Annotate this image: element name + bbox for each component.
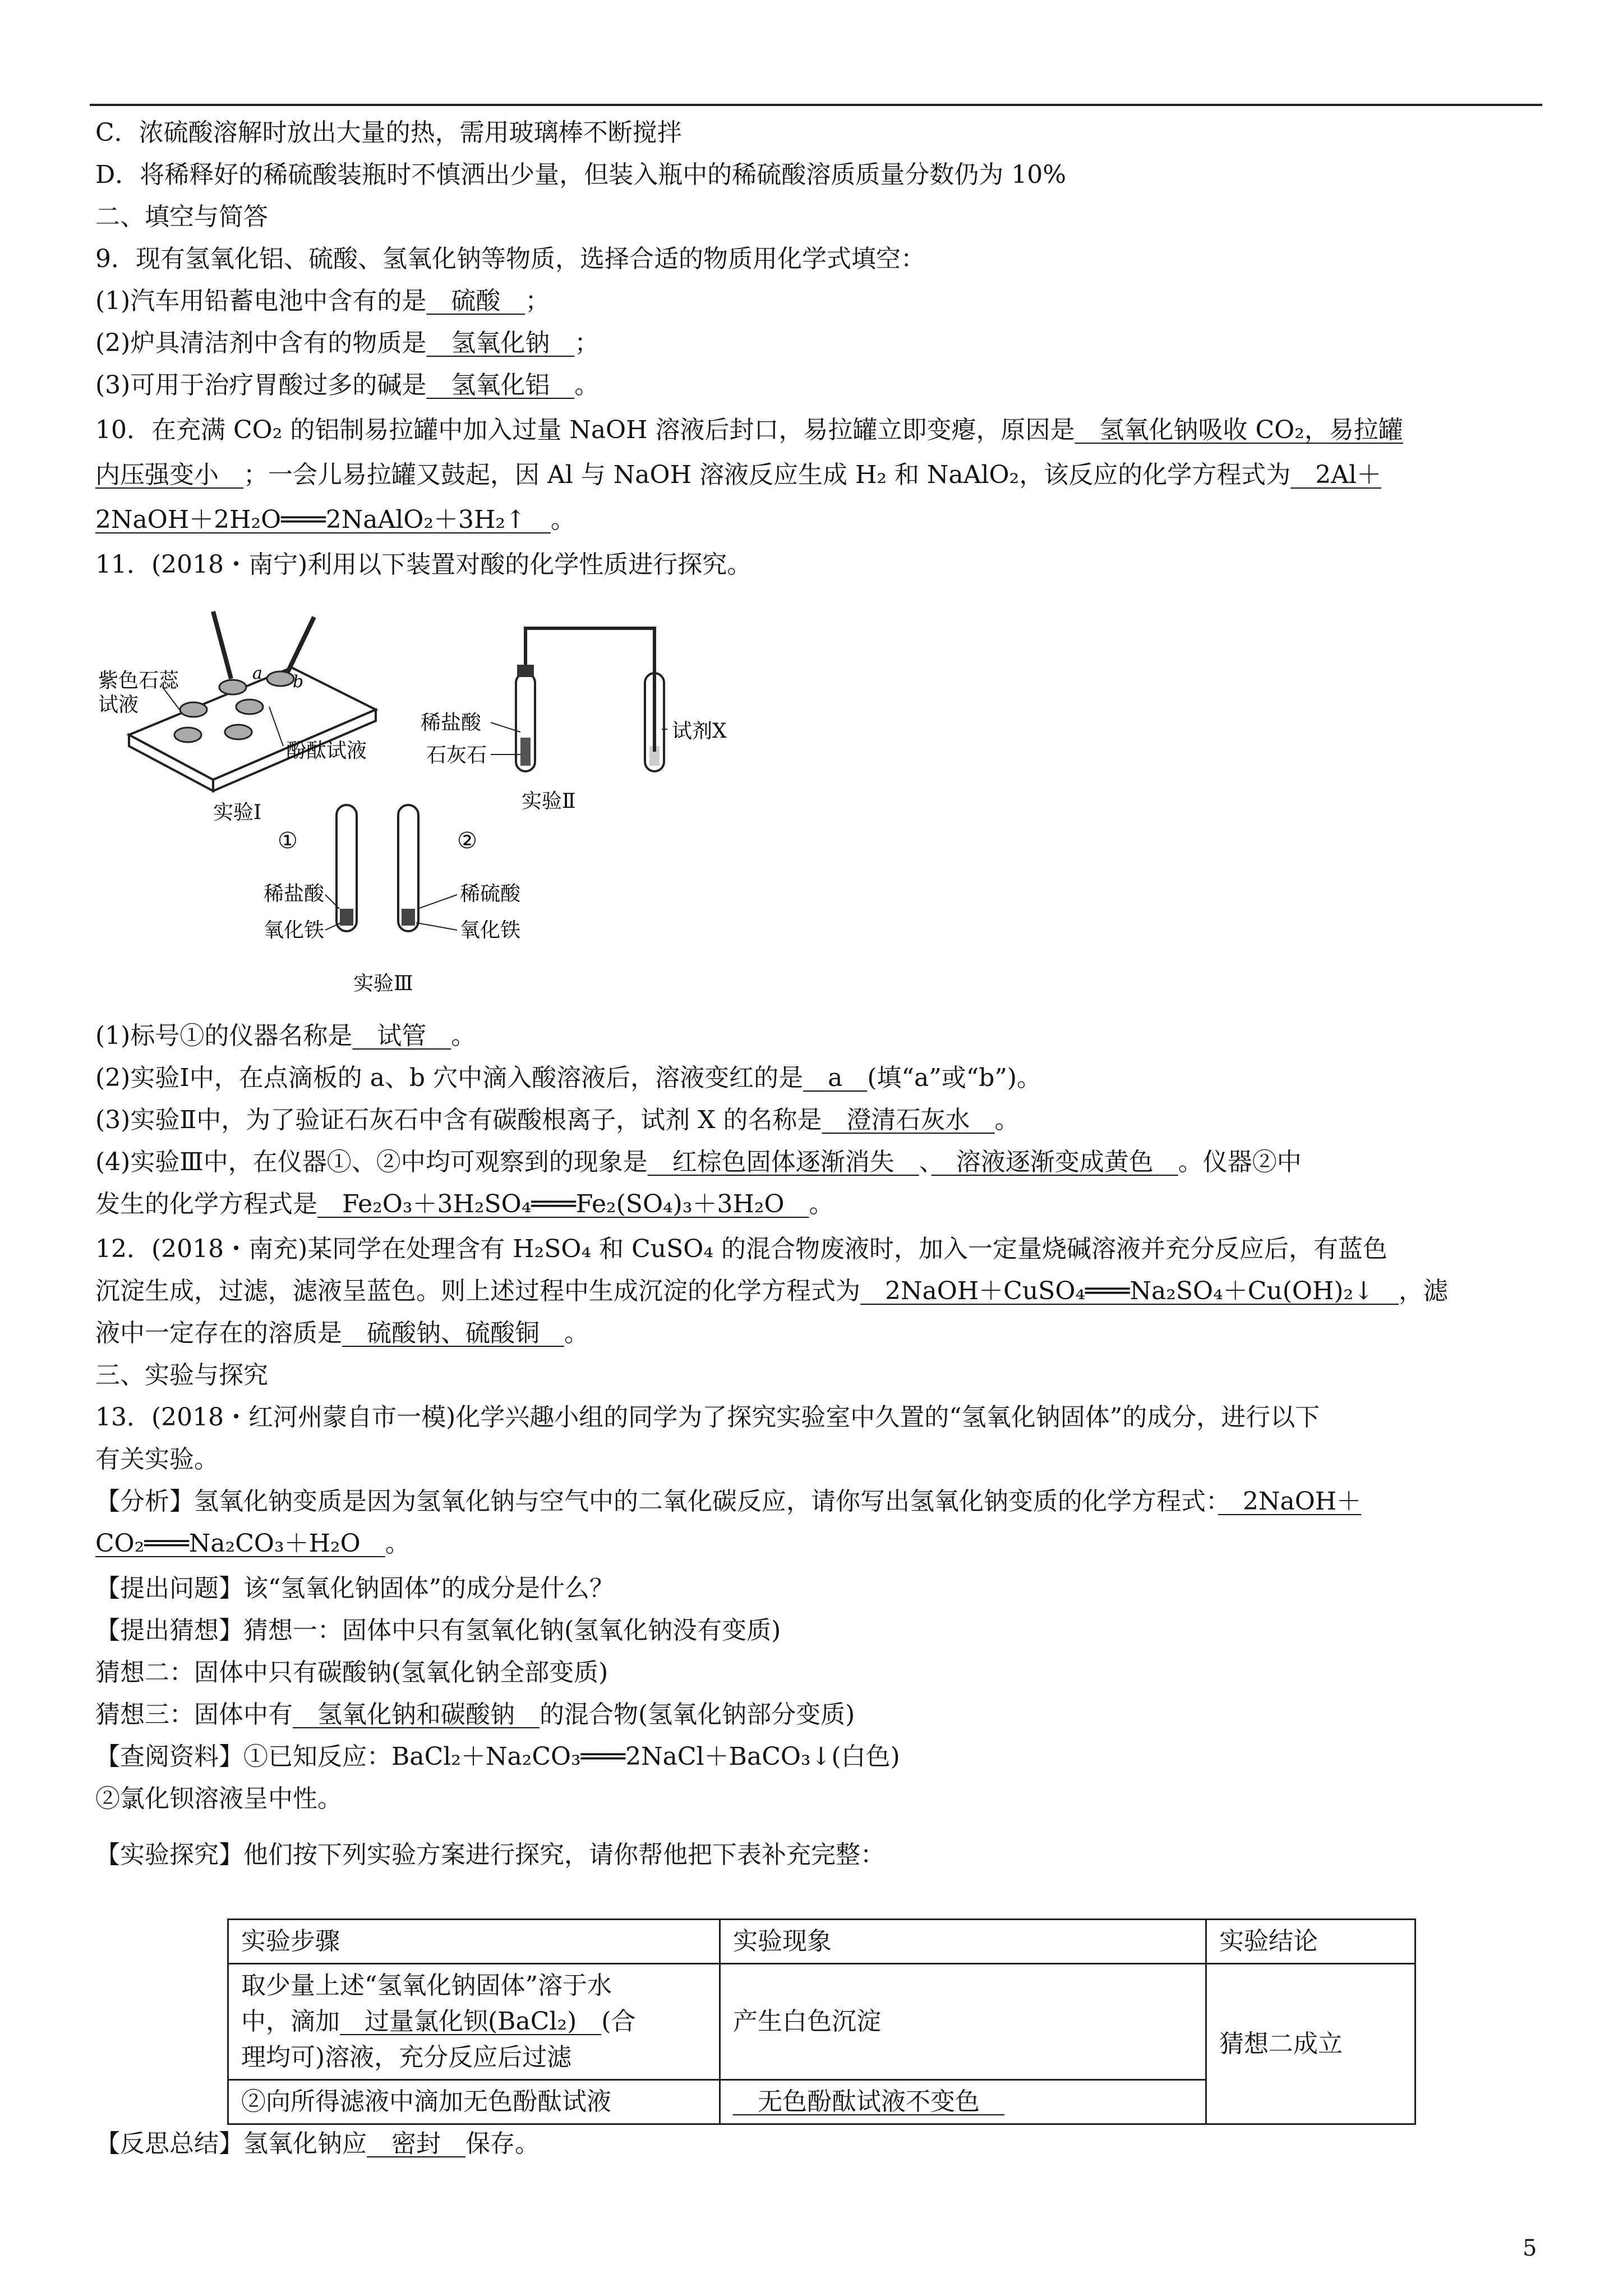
caption-exp3: 实验Ⅲ	[353, 972, 413, 995]
spot-plate	[98, 611, 376, 824]
answer-blank: 2Al＋	[1290, 461, 1382, 489]
q13-analysis-2: CO₂═══Na₂CO₃＋H₂O 。	[95, 1529, 410, 1558]
label-limestone: 石灰石	[426, 744, 487, 767]
q13-analysis: 【分析】氢氧化钠变质是因为氢氧化钠与空气中的二氧化碳反应，请你写出氢氧化钠变质的化学方程式： 2NaOH＋	[95, 1487, 1362, 1516]
q13-line1: 13．(2018・红河州蒙自市一模)化学兴趣小组的同学为了探究实验室中久置的“氢氧化钠固体”的成分，进行以下	[95, 1403, 1320, 1432]
q13-question: 【提出问题】该“氢氧化钠固体”的成分是什么？	[95, 1574, 614, 1603]
answer-blank: CO₂═══Na₂CO₃＋H₂O	[95, 1529, 385, 1558]
q13-guess1: 【提出猜想】猜想一：固体中只有氢氧化钠(氢氧化钠没有变质)	[95, 1616, 781, 1645]
table-cell-conclusion: 猜想二成立	[1206, 1964, 1415, 2124]
question-11: 11．(2018・南宁)利用以下装置对酸的化学性质进行探究。	[95, 550, 752, 579]
q9-part2: (2)炉具清洁剂中含有的物质是 氢氧化钠 ；	[95, 329, 600, 357]
answer-blank: 氢氧化钠和碳酸钠	[293, 1700, 540, 1729]
label-phenolphthalein: 酚酞试液	[286, 739, 367, 762]
question-9: 9．现有氢氧化铝、硫酸、氢氧化钠等物质，选择合适的物质用化学式填空：	[95, 245, 925, 273]
label-reagent-x: 试剂X	[672, 720, 727, 743]
q11-part4: (4)实验Ⅲ中，在仪器①、②中均可观察到的现象是 红棕色固体逐渐消失 、 溶液逐渐变成黄色 。仪器②中	[95, 1148, 1302, 1176]
table-header-row	[228, 1920, 1415, 1964]
answer-blank: 氢氧化铝	[426, 371, 575, 399]
q9-part1: (1)汽车用铅蓄电池中含有的是 硫酸 ；	[95, 287, 550, 315]
q10-line2: 内压强变小 ；一会儿易拉罐又鼓起，因 Al 与 NaOH 溶液反应生成 H₂ 和 NaAlO₂，该反应的化学方程式为 2Al＋	[95, 461, 1382, 489]
q9-part3: (3)可用于治疗胃酸过多的碱是 氢氧化铝 。	[95, 371, 600, 399]
table-header: 实验现象	[720, 1920, 1206, 1964]
label-b: b	[293, 672, 304, 692]
table-header: 实验结论	[1206, 1920, 1415, 1964]
q13-explore: 【实验探究】他们按下列实验方案进行探究，请你帮他把下表补充完整：	[95, 1841, 885, 1869]
experiment-figure	[84, 595, 757, 1004]
section-3-heading: 三、实验与探究	[95, 1361, 268, 1389]
apparatus-exp3	[264, 805, 521, 995]
option-d: D．将稀释好的稀硫酸装瓶时不慎洒出少量，但装入瓶中的稀硫酸溶质质量分数仍为 10%	[95, 160, 1067, 189]
q13-reference2: ②氯化钡溶液呈中性。	[95, 1784, 342, 1813]
answer-blank: 试管	[352, 1022, 451, 1050]
label-hcl: 稀盐酸	[421, 711, 482, 734]
label-litmus-2: 试液	[98, 693, 139, 716]
q12-line2: 沉淀生成，过滤，滤液呈蓝色。则上述过程中生成沉淀的化学方程式为 2NaOH＋CuSO₄═══Na₂SO₄＋Cu(OH)₂↓ ，滤	[95, 1277, 1449, 1305]
table-cell-phenomenon	[720, 2080, 1206, 2124]
answer-blank: a	[803, 1064, 868, 1092]
table-cell-step: 取少量上述“氢氧化钠固体”溶于水 中，滴加 过量氯化钡(BaCl₂) (合 理均可)溶液，充分反应后过滤	[228, 1964, 720, 2080]
q11-part4-equation: 发生的化学方程式是 Fe₂O₃＋3H₂SO₄═══Fe₂(SO₄)₃＋3H₂O 。	[95, 1190, 834, 1218]
q13-line2: 有关实验。	[95, 1445, 219, 1474]
label-fe2o3-2: 氧化铁	[460, 919, 521, 942]
q10-line1: 10．在充满 CO₂ 的铝制易拉罐中加入过量 NaOH 溶液后封口，易拉罐立即变瘪，原因是 氢氧化钠吸收 CO₂，易拉罐	[95, 416, 1403, 444]
answer-blank: 密封	[367, 2129, 465, 2158]
label-litmus: 紫色石蕊	[98, 669, 179, 692]
table-header: 实验步骤	[228, 1920, 720, 1964]
q12-line3: 液中一定存在的溶质是 硫酸钠、硫酸铜 。	[95, 1319, 589, 1347]
answer-blank: 澄清石灰水	[822, 1106, 995, 1134]
label-h2so4-3: 稀硫酸	[460, 882, 521, 905]
q12-line1: 12．(2018・南充)某同学在处理含有 H₂SO₄ 和 CuSO₄ 的混合物废液时，加入一定量烧碱溶液并充分反应后，有蓝色	[95, 1235, 1387, 1263]
label-hcl-3: 稀盐酸	[264, 882, 325, 905]
experiment-table	[227, 1918, 1416, 2125]
answer-blank: 氢氧化钠吸收 CO₂，易拉罐	[1075, 416, 1403, 444]
apparatus-exp2	[421, 628, 727, 813]
option-c: C．浓硫酸溶解时放出大量的热，需用玻璃棒不断搅拌	[95, 118, 682, 147]
answer-blank: 2NaOH＋2H₂O═══2NaAlO₂＋3H₂↑	[95, 505, 551, 534]
q10-line3: 2NaOH＋2H₂O═══2NaAlO₂＋3H₂↑ 。	[95, 505, 575, 534]
q13-reference1: 【查阅资料】①已知反应：BaCl₂＋Na₂CO₃═══2NaCl＋BaCO₃↓(白色)	[95, 1742, 900, 1771]
table-row	[228, 1964, 1415, 2080]
answer-blank: 氢氧化钠	[426, 329, 575, 357]
answer-blank: Fe₂O₃＋3H₂SO₄═══Fe₂(SO₄)₃＋3H₂O	[317, 1190, 809, 1218]
answer-blank: 硫酸	[426, 287, 525, 315]
label-a: a	[252, 664, 262, 683]
section-2-heading: 二、填空与简答	[95, 203, 268, 231]
q11-part1: (1)标号①的仪器名称是 试管 。	[95, 1022, 476, 1050]
answer-blank: 过量氯化钡(BaCl₂)	[340, 2007, 602, 2036]
q11-part3: (3)实验Ⅱ中，为了验证石灰石中含有碳酸根离子，试剂 X 的名称是 澄清石灰水 。	[95, 1106, 1020, 1134]
answer-blank: 内压强变小	[95, 461, 243, 489]
table-cell-step: ②向所得滤液中滴加无色酚酞试液	[228, 2080, 720, 2124]
caption-exp2: 实验Ⅱ	[522, 790, 576, 813]
page-number: 5	[1523, 2235, 1537, 2261]
answer-blank: 2NaOH＋	[1218, 1487, 1362, 1516]
answer-blank: 无色酚酞试液不变色	[733, 2087, 1004, 2116]
answer-blank: 2NaOH＋CuSO₄═══Na₂SO₄＋Cu(OH)₂↓	[860, 1277, 1399, 1305]
answer-blank: 红棕色固体逐渐消失	[647, 1148, 919, 1176]
label-tube-2: ②	[457, 828, 477, 854]
table-cell-phenomenon: 产生白色沉淀	[720, 1964, 1206, 2080]
q11-part2: (2)实验Ⅰ中，在点滴板的 a、b 穴中滴入酸溶液后，溶液变红的是 a (填“a”或“b”)。	[95, 1064, 1042, 1092]
q13-guess2: 猜想二：固体中只有碳酸钠(氢氧化钠全部变质)	[95, 1658, 608, 1687]
caption-exp1: 实验Ⅰ	[213, 801, 262, 824]
q13-guess3: 猜想三：固体中有 氢氧化钠和碳酸钠 的混合物(氢氧化钠部分变质)	[95, 1700, 855, 1729]
answer-blank: 溶液逐渐变成黄色	[931, 1148, 1178, 1176]
label-fe2o3-1: 氧化铁	[264, 919, 325, 942]
header-rule	[90, 104, 1542, 106]
q13-reflection: 【反思总结】氢氧化钠应 密封 保存。	[95, 2129, 540, 2158]
label-tube-1: ①	[278, 828, 298, 854]
answer-blank: 硫酸钠、硫酸铜	[342, 1319, 564, 1347]
